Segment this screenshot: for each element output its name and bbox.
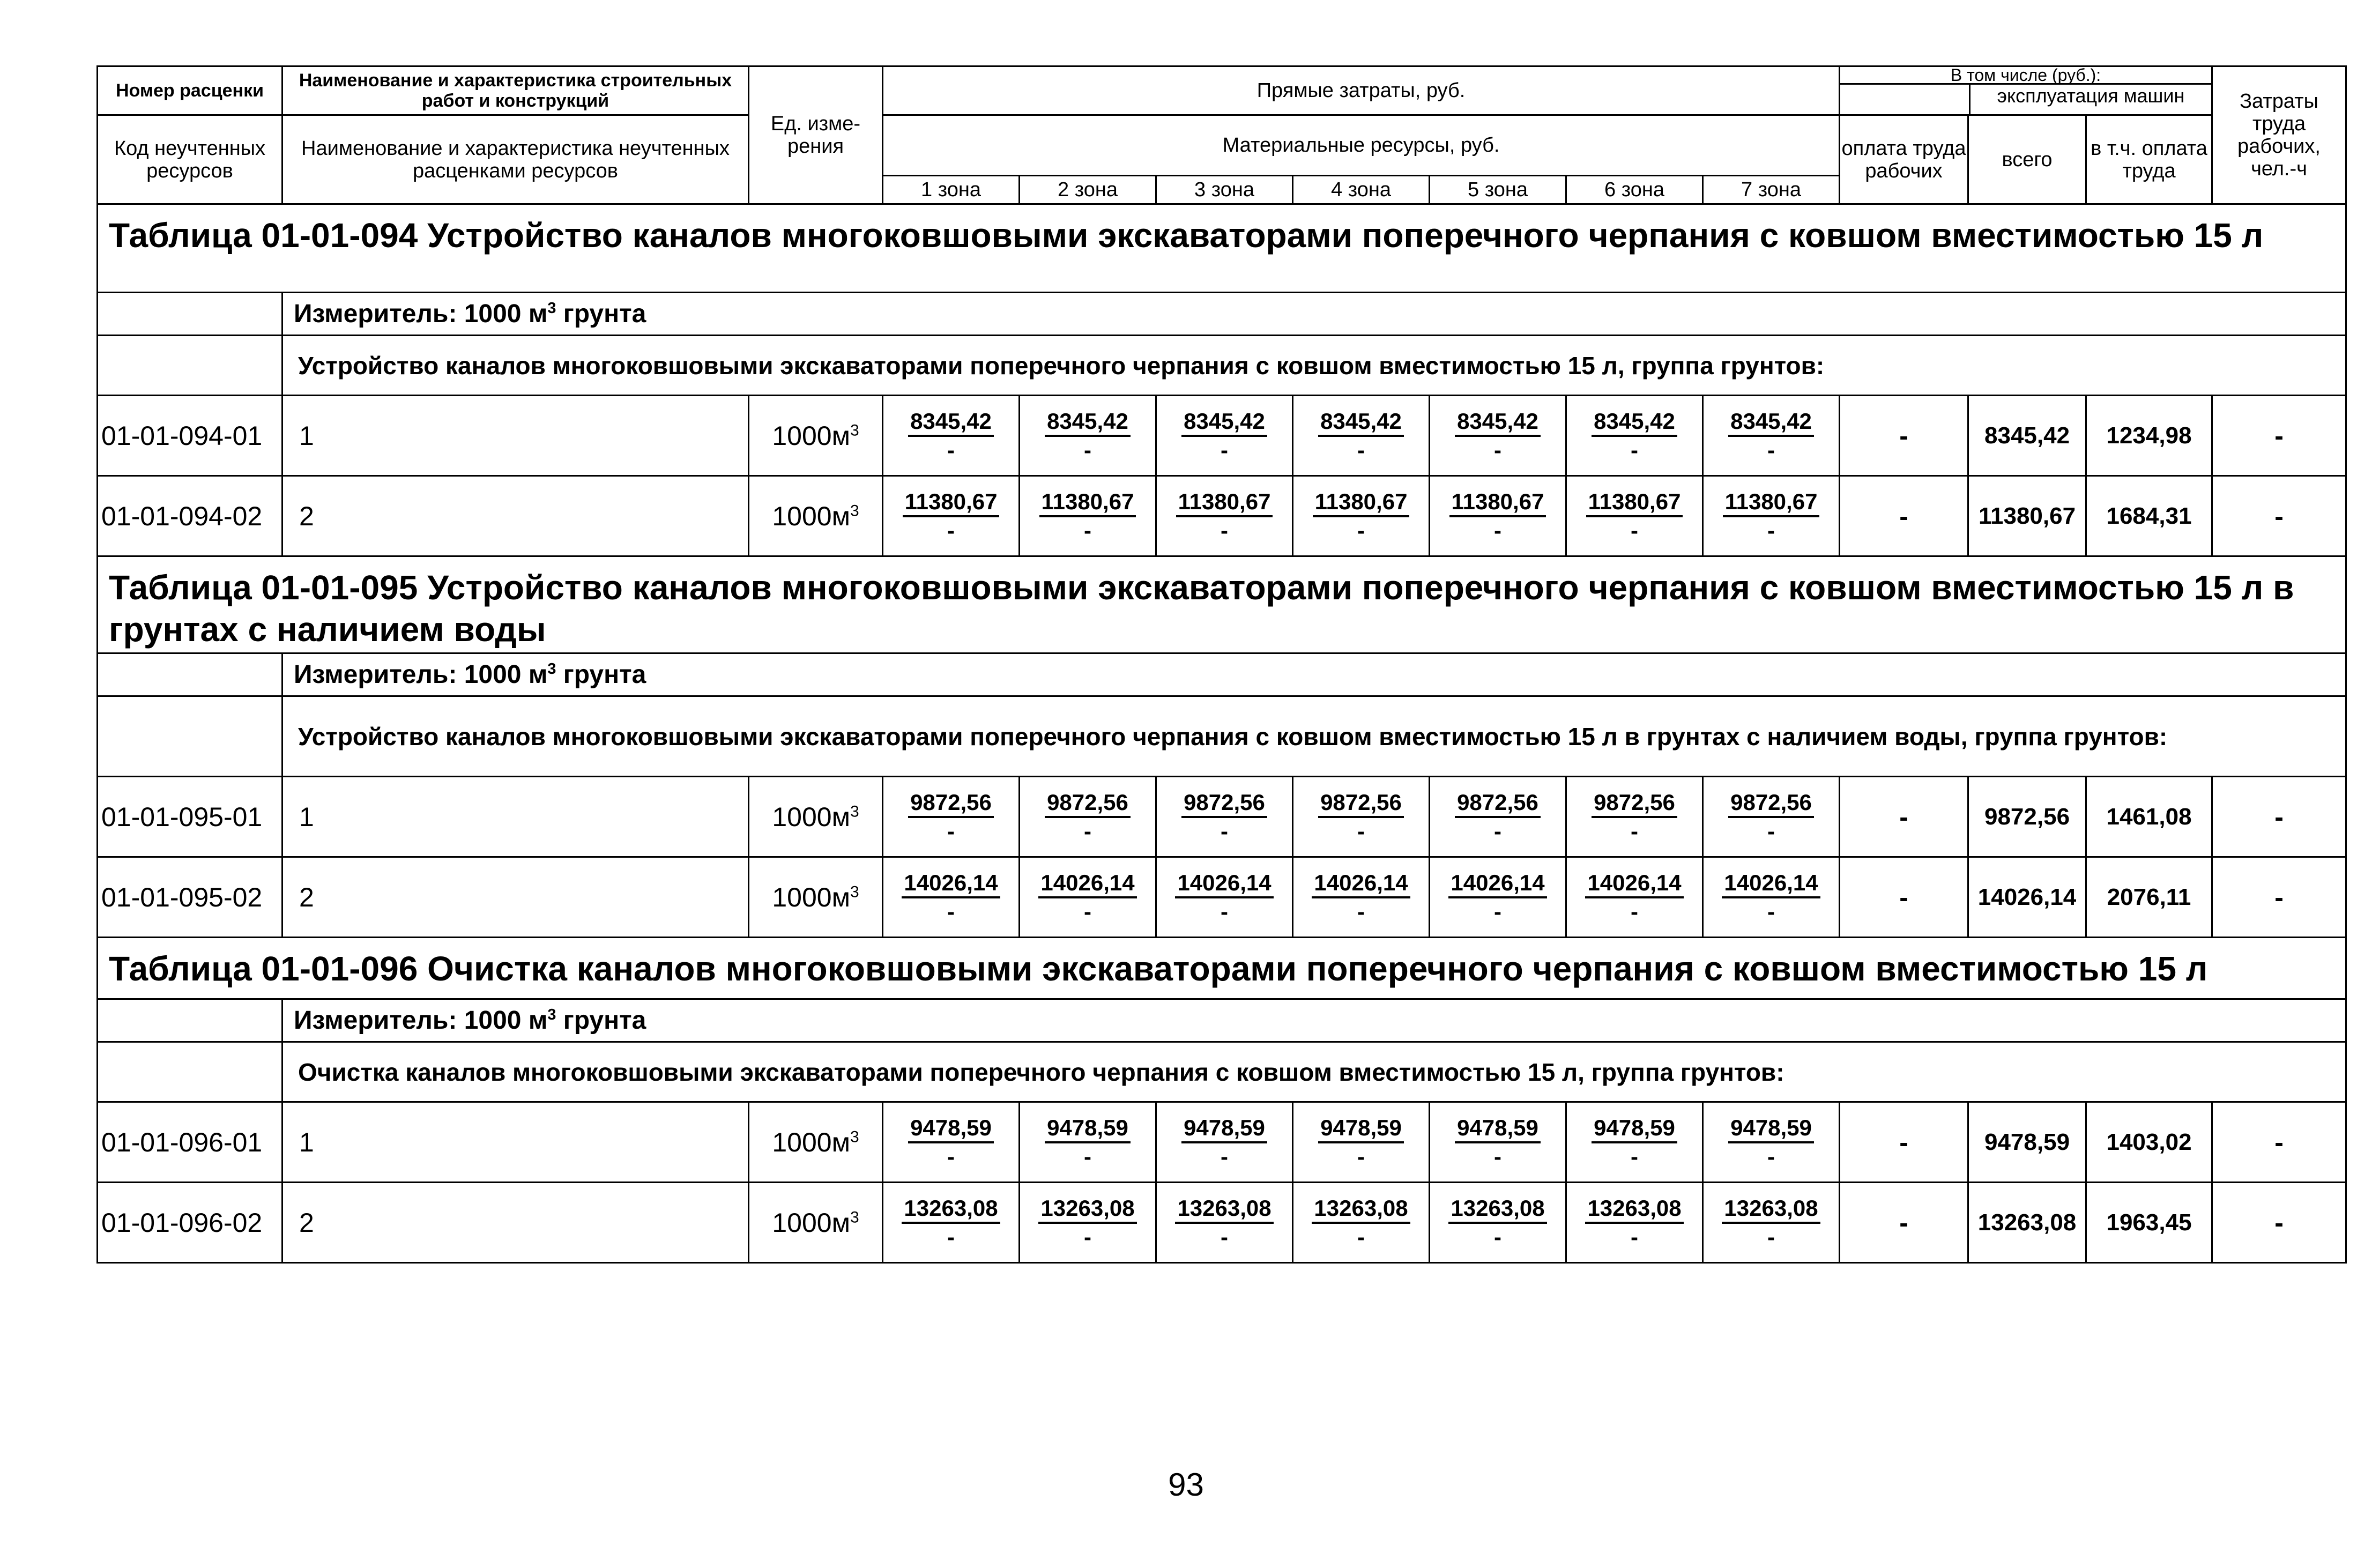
zone-6-cost bbox=[1566, 476, 1703, 556]
table-row bbox=[98, 1102, 2346, 1183]
zone-sub: - bbox=[1084, 898, 1091, 924]
unit-cell bbox=[749, 1183, 883, 1263]
zone-value: 11380,67 bbox=[1449, 488, 1546, 517]
zone-sub: - bbox=[1494, 1224, 1501, 1250]
zone-sub: - bbox=[1221, 898, 1228, 924]
description-blank bbox=[98, 1042, 282, 1102]
header-unit: Ед. изме-рения bbox=[749, 66, 883, 204]
rate-code: 01-01-095-02 bbox=[98, 857, 282, 938]
measure-label bbox=[282, 293, 2346, 336]
zone-7-cost bbox=[1703, 476, 1840, 556]
zone-5-cost bbox=[1430, 857, 1566, 938]
measure-suffix: грунта bbox=[556, 1006, 646, 1035]
zone-1-cost bbox=[883, 857, 1020, 938]
zone-sub: - bbox=[947, 437, 955, 463]
unit-sup: 3 bbox=[850, 501, 859, 519]
zone-sub: - bbox=[1767, 517, 1775, 543]
unit-text: 1000м bbox=[772, 882, 850, 912]
zone-sub: - bbox=[1084, 818, 1091, 844]
rates-table bbox=[96, 65, 2347, 1264]
measure-row bbox=[98, 293, 2346, 336]
labor-hours: - bbox=[2212, 777, 2346, 857]
unit-cell bbox=[749, 1102, 883, 1183]
header-materials: Материальные ресурсы, руб. bbox=[883, 116, 1839, 176]
soil-group: 1 bbox=[282, 777, 749, 857]
page-number: 93 bbox=[1168, 1467, 1204, 1503]
zone-sub: - bbox=[1767, 898, 1775, 924]
zone-sub: - bbox=[947, 818, 955, 844]
zone-4-cost bbox=[1293, 476, 1430, 556]
zone-2-cost bbox=[1020, 857, 1156, 938]
zone-value: 8345,42 bbox=[1045, 408, 1131, 437]
zone-value: 11380,67 bbox=[1176, 488, 1273, 517]
table-row bbox=[98, 857, 2346, 938]
labor-pay: - bbox=[1840, 777, 1968, 857]
table-title-row bbox=[98, 204, 2346, 293]
unit-sup: 3 bbox=[850, 1127, 859, 1146]
machine-labor: 1234,98 bbox=[2086, 396, 2212, 476]
description-row bbox=[98, 336, 2346, 396]
zone-sub: - bbox=[1357, 818, 1365, 844]
zone-value: 13263,08 bbox=[1585, 1195, 1683, 1224]
unit-cell bbox=[749, 857, 883, 938]
labor-pay: - bbox=[1840, 1102, 1968, 1183]
zone-6-cost bbox=[1566, 1183, 1703, 1263]
zone-2-cost bbox=[1020, 1183, 1156, 1263]
zone-value: 8345,42 bbox=[1318, 408, 1404, 437]
zone-value: 14026,14 bbox=[1448, 870, 1546, 898]
unit-sup: 3 bbox=[850, 1208, 859, 1226]
machine-total: 9478,59 bbox=[1968, 1102, 2086, 1183]
zone-sub: - bbox=[1221, 437, 1228, 463]
soil-group: 1 bbox=[282, 1102, 749, 1183]
zone-value: 9478,59 bbox=[1728, 1114, 1814, 1143]
zone-5-cost bbox=[1430, 777, 1566, 857]
header-work-name: Наименование и характеристика строительных работ и конструкций bbox=[282, 66, 749, 115]
measure-sup: 3 bbox=[547, 1006, 556, 1023]
machine-labor: 1403,02 bbox=[2086, 1102, 2212, 1183]
zone-sub: - bbox=[1357, 898, 1365, 924]
zone-value: 11380,67 bbox=[1039, 488, 1136, 517]
machine-labor: 1684,31 bbox=[2086, 476, 2212, 556]
zone-sub: - bbox=[1494, 1143, 1501, 1169]
unit-cell bbox=[749, 396, 883, 476]
zone-5-cost bbox=[1430, 476, 1566, 556]
zone-value: 13263,08 bbox=[1038, 1195, 1136, 1224]
machine-total: 14026,14 bbox=[1968, 857, 2086, 938]
labor-hours: - bbox=[2212, 1183, 2346, 1263]
header-row-2 bbox=[98, 115, 2346, 204]
header-zone-2: 2 зона bbox=[1020, 176, 1157, 203]
zone-6-cost bbox=[1566, 857, 1703, 938]
soil-group: 1 bbox=[282, 396, 749, 476]
zone-7-cost bbox=[1703, 396, 1840, 476]
unit-sup: 3 bbox=[850, 882, 859, 901]
zone-2-cost bbox=[1020, 396, 1156, 476]
zone-1-cost bbox=[883, 476, 1020, 556]
zone-sub: - bbox=[1631, 1143, 1638, 1169]
table-row bbox=[98, 396, 2346, 476]
unit-text: 1000м bbox=[772, 501, 850, 531]
zone-7-cost bbox=[1703, 857, 1840, 938]
zone-value: 13263,08 bbox=[902, 1195, 1000, 1224]
zone-2-cost bbox=[1020, 777, 1156, 857]
zone-value: 9478,59 bbox=[908, 1114, 994, 1143]
zone-3-cost bbox=[1156, 396, 1293, 476]
zone-sub: - bbox=[947, 517, 955, 543]
zone-value: 9478,59 bbox=[1455, 1114, 1541, 1143]
zone-7-cost bbox=[1703, 1183, 1840, 1263]
zone-sub: - bbox=[1767, 437, 1775, 463]
measure-row bbox=[98, 999, 2346, 1042]
zone-value: 14026,14 bbox=[902, 870, 1000, 898]
zone-value: 9872,56 bbox=[1728, 789, 1814, 818]
zone-value: 9872,56 bbox=[1318, 789, 1404, 818]
zone-sub: - bbox=[1357, 517, 1365, 543]
zone-4-cost bbox=[1293, 396, 1430, 476]
unit-cell bbox=[749, 476, 883, 556]
zone-value: 14026,14 bbox=[1038, 870, 1136, 898]
labor-pay: - bbox=[1840, 1183, 1968, 1263]
zone-sub: - bbox=[1767, 1143, 1775, 1169]
unit-text: 1000м bbox=[772, 801, 850, 832]
zone-5-cost bbox=[1430, 396, 1566, 476]
zone-sub: - bbox=[1221, 818, 1228, 844]
zone-1-cost bbox=[883, 1183, 1020, 1263]
header-machine-ops: эксплуатация машин bbox=[1997, 85, 2185, 107]
zone-value: 9872,56 bbox=[1592, 789, 1677, 818]
table-row bbox=[98, 777, 2346, 857]
header-blank bbox=[1840, 85, 1971, 114]
table-row bbox=[98, 476, 2346, 556]
zone-sub: - bbox=[1631, 1224, 1638, 1250]
header-zone-6: 6 зона bbox=[1567, 176, 1704, 203]
zone-6-cost bbox=[1566, 1102, 1703, 1183]
description-row bbox=[98, 696, 2346, 777]
header-labor-hours: Затраты труда рабочих, чел.-ч bbox=[2212, 66, 2346, 204]
zone-value: 11380,67 bbox=[903, 488, 1000, 517]
labor-hours: - bbox=[2212, 396, 2346, 476]
labor-pay: - bbox=[1840, 857, 1968, 938]
machine-total: 13263,08 bbox=[1968, 1183, 2086, 1263]
labor-hours: - bbox=[2212, 1102, 2346, 1183]
unit-text: 1000м bbox=[772, 420, 850, 451]
zone-sub: - bbox=[1767, 1224, 1775, 1250]
machine-labor: 2076,11 bbox=[2086, 857, 2212, 938]
header-zone-1: 1 зона bbox=[883, 176, 1020, 203]
soil-group: 2 bbox=[282, 476, 749, 556]
measure-prefix: Измеритель: 1000 м bbox=[294, 300, 548, 328]
unit-sup: 3 bbox=[850, 802, 859, 820]
zone-4-cost bbox=[1293, 777, 1430, 857]
zone-sub: - bbox=[1357, 1143, 1365, 1169]
zone-sub: - bbox=[1357, 1224, 1365, 1250]
zone-sub: - bbox=[1631, 437, 1638, 463]
measure-blank bbox=[98, 999, 282, 1042]
zone-7-cost bbox=[1703, 1102, 1840, 1183]
zone-sub: - bbox=[1084, 517, 1091, 543]
zone-value: 14026,14 bbox=[1312, 870, 1410, 898]
description-blank bbox=[98, 336, 282, 396]
measure-row bbox=[98, 653, 2346, 696]
zone-sub: - bbox=[1631, 818, 1638, 844]
zone-value: 9478,59 bbox=[1045, 1114, 1131, 1143]
measure-blank bbox=[98, 293, 282, 336]
rate-code: 01-01-096-02 bbox=[98, 1183, 282, 1263]
table-description: Очистка каналов многоковшовыми экскаваторами поперечного черпания с ковшом вместимостью 15 л, группа грунтов: bbox=[282, 1042, 2346, 1102]
labor-hours: - bbox=[2212, 476, 2346, 556]
description-blank bbox=[98, 696, 282, 777]
zone-7-cost bbox=[1703, 777, 1840, 857]
soil-group: 2 bbox=[282, 1183, 749, 1263]
zone-sub: - bbox=[1084, 1143, 1091, 1169]
header-resource-name: Наименование и характеристика неучтенных расценками ресурсов bbox=[282, 115, 749, 204]
machine-labor: 1963,45 bbox=[2086, 1183, 2212, 1263]
table-row bbox=[98, 1183, 2346, 1263]
machine-total: 9872,56 bbox=[1968, 777, 2086, 857]
header-rate-number: Номер расценки bbox=[98, 66, 282, 115]
zone-value: 8345,42 bbox=[1455, 408, 1541, 437]
zone-sub: - bbox=[1221, 517, 1228, 543]
measure-label bbox=[282, 999, 2346, 1042]
table-title: Таблица 01-01-094 Устройство каналов многоковшовыми экскаваторами поперечного черпания с ковшом вместимостью 15 л bbox=[98, 204, 2346, 293]
zone-2-cost bbox=[1020, 1102, 1156, 1183]
header-including-group bbox=[1840, 66, 2212, 115]
zone-value: 11380,67 bbox=[1313, 488, 1410, 517]
zone-sub: - bbox=[1494, 517, 1501, 543]
description-row bbox=[98, 1042, 2346, 1102]
zone-value: 13263,08 bbox=[1448, 1195, 1546, 1224]
zone-value: 14026,14 bbox=[1722, 870, 1820, 898]
zone-value: 9478,59 bbox=[1318, 1114, 1404, 1143]
zone-4-cost bbox=[1293, 1183, 1430, 1263]
table-title-row bbox=[98, 556, 2346, 653]
zone-3-cost bbox=[1156, 857, 1293, 938]
zone-value: 14026,14 bbox=[1175, 870, 1273, 898]
zone-3-cost bbox=[1156, 1183, 1293, 1263]
zone-value: 14026,14 bbox=[1585, 870, 1683, 898]
zone-5-cost bbox=[1430, 1183, 1566, 1263]
unit-text: 1000м bbox=[772, 1207, 850, 1238]
zone-sub: - bbox=[1494, 898, 1501, 924]
zone-value: 9478,59 bbox=[1181, 1114, 1267, 1143]
labor-pay: - bbox=[1840, 476, 1968, 556]
header-zone-3: 3 зона bbox=[1157, 176, 1293, 203]
header-zone-5: 5 зона bbox=[1430, 176, 1567, 203]
measure-suffix: грунта bbox=[556, 300, 646, 328]
zone-value: 9872,56 bbox=[1045, 789, 1131, 818]
zone-sub: - bbox=[1631, 517, 1638, 543]
zone-value: 9478,59 bbox=[1592, 1114, 1677, 1143]
zone-sub: - bbox=[1357, 437, 1365, 463]
zone-value: 11380,67 bbox=[1723, 488, 1820, 517]
measure-sup: 3 bbox=[547, 300, 556, 317]
measure-label bbox=[282, 653, 2346, 696]
header-machine-total: всего bbox=[1968, 115, 2086, 204]
measure-sup: 3 bbox=[547, 660, 556, 678]
header-including: В том числе (руб.): bbox=[1840, 67, 2211, 85]
table-title: Таблица 01-01-096 Очистка каналов многоковшовыми экскаваторами поперечного черпания с ковшом вместимостью 15 л bbox=[98, 938, 2346, 999]
table-description: Устройство каналов многоковшовыми экскаваторами поперечного черпания с ковшом вместимостью 15 л в грунтах с наличием воды, группа грунтов: bbox=[282, 696, 2346, 777]
header-labor-pay: оплата труда рабочих bbox=[1840, 115, 1968, 204]
zone-value: 9872,56 bbox=[908, 789, 994, 818]
zone-value: 8345,42 bbox=[1181, 408, 1267, 437]
zone-value: 8345,42 bbox=[1592, 408, 1677, 437]
measure-prefix: Измеритель: 1000 м bbox=[294, 1006, 548, 1035]
zone-sub: - bbox=[1494, 818, 1501, 844]
unit-cell bbox=[749, 777, 883, 857]
header-zone-4: 4 зона bbox=[1293, 176, 1430, 203]
zone-1-cost bbox=[883, 777, 1020, 857]
zone-1-cost bbox=[883, 1102, 1020, 1183]
measure-suffix: грунта bbox=[556, 660, 646, 689]
zone-sub: - bbox=[1084, 437, 1091, 463]
zone-value: 11380,67 bbox=[1586, 488, 1683, 517]
zone-sub: - bbox=[947, 898, 955, 924]
measure-blank bbox=[98, 653, 282, 696]
rate-code: 01-01-096-01 bbox=[98, 1102, 282, 1183]
zone-sub: - bbox=[1494, 437, 1501, 463]
header-direct-costs: Прямые затраты, руб. bbox=[883, 66, 1840, 115]
zone-3-cost bbox=[1156, 777, 1293, 857]
zone-2-cost bbox=[1020, 476, 1156, 556]
zone-4-cost bbox=[1293, 857, 1430, 938]
soil-group: 2 bbox=[282, 857, 749, 938]
zone-sub: - bbox=[1221, 1143, 1228, 1169]
header-row-1 bbox=[98, 66, 2346, 115]
header-machine-labor: в т.ч. оплата труда bbox=[2086, 115, 2212, 204]
labor-hours: - bbox=[2212, 857, 2346, 938]
zone-value: 13263,08 bbox=[1722, 1195, 1820, 1224]
zone-3-cost bbox=[1156, 476, 1293, 556]
zone-sub: - bbox=[1767, 818, 1775, 844]
zone-4-cost bbox=[1293, 1102, 1430, 1183]
zone-5-cost bbox=[1430, 1102, 1566, 1183]
machine-total: 11380,67 bbox=[1968, 476, 2086, 556]
zone-3-cost bbox=[1156, 1102, 1293, 1183]
zone-value: 13263,08 bbox=[1175, 1195, 1273, 1224]
zone-value: 8345,42 bbox=[908, 408, 994, 437]
rate-code: 01-01-094-01 bbox=[98, 396, 282, 476]
table-title: Таблица 01-01-095 Устройство каналов многоковшовыми экскаваторами поперечного черпания с ковшом вместимостью 15 л в грунтах с наличием воды bbox=[98, 556, 2346, 653]
zone-value: 9872,56 bbox=[1181, 789, 1267, 818]
zone-sub: - bbox=[1221, 1224, 1228, 1250]
header-materials-group bbox=[883, 115, 1840, 204]
zone-value: 9872,56 bbox=[1455, 789, 1541, 818]
rate-code: 01-01-095-01 bbox=[98, 777, 282, 857]
table-title-row bbox=[98, 938, 2346, 999]
zone-sub: - bbox=[1631, 898, 1638, 924]
unit-sup: 3 bbox=[850, 421, 859, 439]
table-description: Устройство каналов многоковшовыми экскаваторами поперечного черпания с ковшом вместимостью 15 л, группа грунтов: bbox=[282, 336, 2346, 396]
zone-1-cost bbox=[883, 396, 1020, 476]
zone-6-cost bbox=[1566, 777, 1703, 857]
zone-sub: - bbox=[1084, 1224, 1091, 1250]
zone-sub: - bbox=[947, 1143, 955, 1169]
zone-value: 13263,08 bbox=[1312, 1195, 1410, 1224]
rate-code: 01-01-094-02 bbox=[98, 476, 282, 556]
measure-prefix: Измеритель: 1000 м bbox=[294, 660, 548, 689]
machine-total: 8345,42 bbox=[1968, 396, 2086, 476]
labor-pay: - bbox=[1840, 396, 1968, 476]
zone-6-cost bbox=[1566, 396, 1703, 476]
machine-labor: 1461,08 bbox=[2086, 777, 2212, 857]
zone-sub: - bbox=[947, 1224, 955, 1250]
unit-text: 1000м bbox=[772, 1127, 850, 1157]
header-zone-7: 7 зона bbox=[1741, 179, 1801, 201]
zone-value: 8345,42 bbox=[1728, 408, 1814, 437]
header-resource-code: Код неучтенных ресурсов bbox=[98, 115, 282, 204]
